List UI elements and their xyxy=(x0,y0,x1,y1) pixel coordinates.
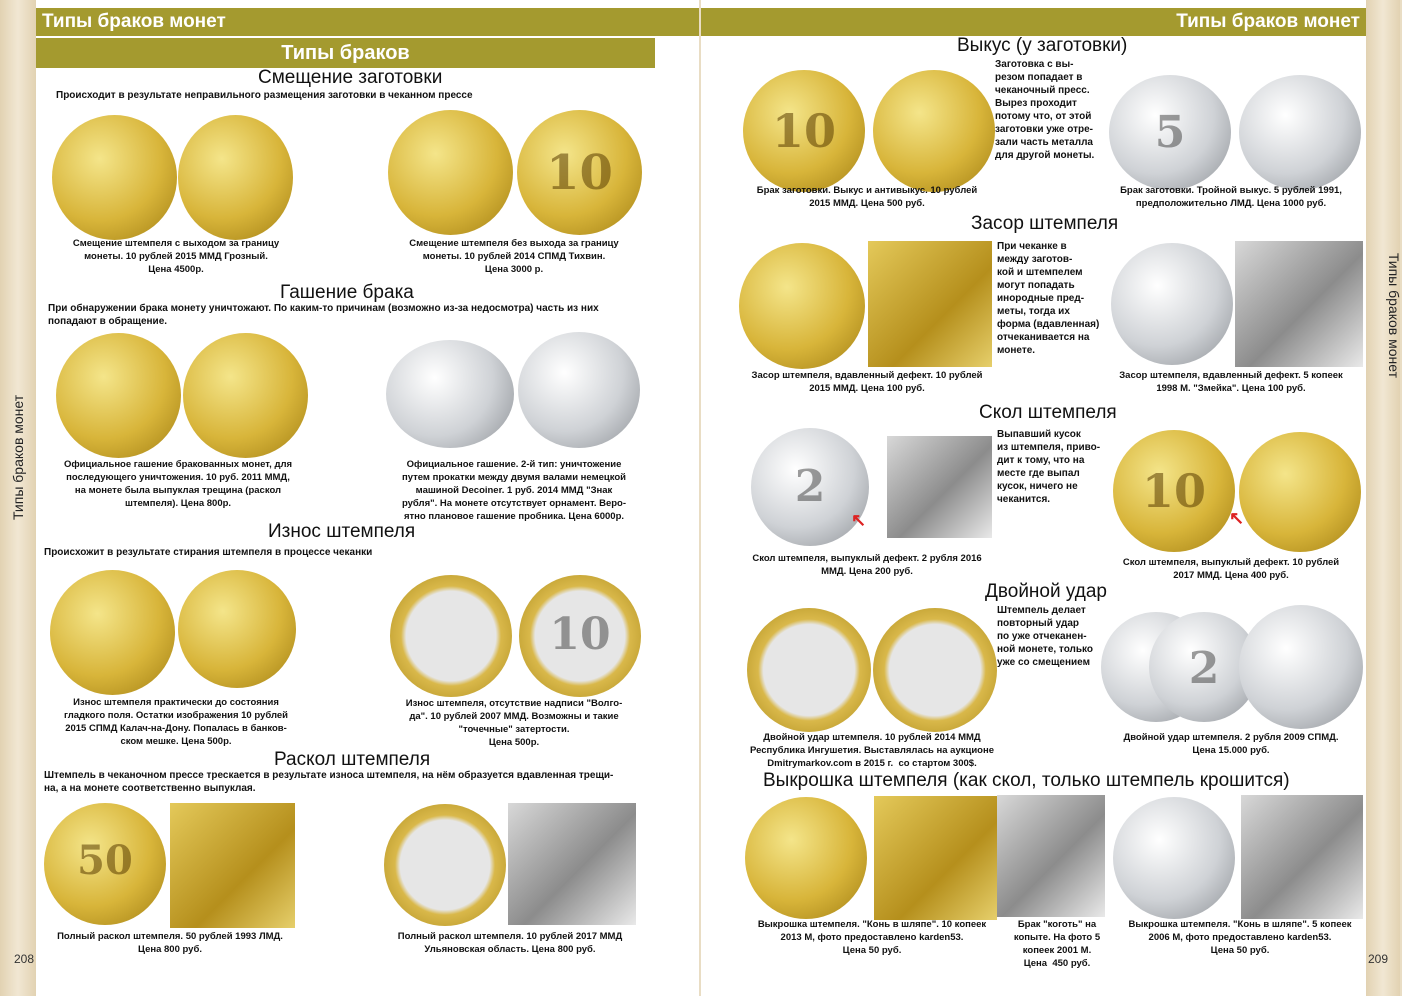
coin-clip-1a xyxy=(743,70,865,192)
photo-crumble-closeup-1 xyxy=(874,796,997,920)
section-desc-crack-1: Штемпель в чеканочном прессе трескается в результате износа штемпеля, на нём образуется вдавленная трещи- xyxy=(44,770,614,781)
caption-clog-1: Засор штемпеля, вдавленный дефект. 10 рублей 2015 ММД. Цена 100 руб. xyxy=(751,370,983,394)
caption-cancel-2: Официальное гашение. 2-й тип: уничтожение путем прокатки между двумя валами немецкой машиной Decoiner. 1 руб. 2014 ММД "Знак рубля". На монете отсутствует орнамент. Веро- ятно плановое гашение пробника. Цена 6000р. xyxy=(401,459,627,522)
left-vertical-title: Типы браков монет xyxy=(10,394,26,520)
coin-denomination: 2 xyxy=(1188,642,1220,694)
coin-shift-2a xyxy=(388,110,513,235)
coin-clip-2b xyxy=(1239,75,1361,190)
section-title-clog: Засор штемпеля xyxy=(971,213,1119,234)
coin-wear-2b xyxy=(519,575,641,697)
right-margin xyxy=(1366,0,1400,996)
coin-chip-2a xyxy=(1113,430,1235,552)
right-header: Типы браков монет xyxy=(701,8,1366,36)
side-text-double: Штемпель делает повторный удар по уже отчеканен- ной монете, только уже со смещением xyxy=(997,605,1094,668)
photo-crack-closeup-2 xyxy=(508,803,636,925)
arrow-icon: ↖ xyxy=(851,510,867,530)
coin-denomination: 10 xyxy=(1141,464,1206,519)
coin-clog-2a xyxy=(1111,243,1233,365)
caption-clip-1: Брак заготовки. Выкус и антивыкус. 10 рублей 2015 ММД. Цена 500 руб. xyxy=(756,185,978,209)
coin-crack-1a xyxy=(44,803,166,925)
photo-clog-closeup-1 xyxy=(868,241,992,367)
caption-crumble-1: Выкрошка штемпеля. "Конь в шляпе". 10 копеек 2013 М, фото предоставлено karden53. Цена 50 руб. xyxy=(757,919,987,956)
section-band: Типы браков xyxy=(36,38,655,68)
coin-cancel-1b xyxy=(183,333,308,458)
coin-denomination: 10 xyxy=(549,609,611,661)
caption-crack-1: Полный раскол штемпеля. 50 рублей 1993 ЛМД. Цена 800 руб. xyxy=(57,931,283,955)
caption-wear-1: Износ штемпеля практически до состояния гладкого поля. Остатки изображения 10 рублей 2015 СПМД Калач-на-Дону. Попалась в банков- ском мешке. Цена 500р. xyxy=(63,697,288,747)
coin-shift-2b xyxy=(517,110,642,235)
photo-clog-closeup-2 xyxy=(1235,241,1363,367)
section-title-wear: Износ штемпеля xyxy=(268,521,416,542)
left-header: Типы браков монет xyxy=(36,8,699,36)
photo-crumble-closeup-2 xyxy=(1241,795,1363,919)
section-desc-crack-2: на, а на монете соответственно выпуклая. xyxy=(44,783,256,794)
section-title-cancel: Гашение брака xyxy=(280,282,414,303)
section-title-clip: Выкус (у заготовки) xyxy=(957,35,1128,56)
coin-cancel-2b xyxy=(518,332,640,448)
coin-denomination: 10 xyxy=(771,104,836,159)
caption-cancel-1: Официальное гашение бракованных монет, для последующего уничтожения. 10 руб. 2011 ММД, на монете была выпуклая трещина (раскол штемпеля). Цена 800р. xyxy=(63,459,293,509)
coin-clog-1a xyxy=(739,243,865,369)
section-desc-shift: Происходит в результате неправильного размещения заготовки в чеканном прессе xyxy=(56,90,473,101)
coin-cancel-2a xyxy=(386,340,514,448)
caption-double-2: Двойной удар штемпеля. 2 рубля 2009 СПМД. Цена 15.000 руб. xyxy=(1123,732,1339,756)
coin-shift-1b xyxy=(178,115,293,240)
caption-crumble-2: Выкрошка штемпеля. "Конь в шляпе". 5 копеек 2006 М, фото предоставлено karden53. Цена 50 руб. xyxy=(1128,919,1352,956)
caption-wear-2: Износ штемпеля, отсутствие надписи "Волго- да". 10 рублей 2007 ММД. Возможны и такие "точечные" затертости. Цена 500р. xyxy=(405,698,623,748)
side-text-chip: Выпавший кусок из штемпеля, приво- дит к тому, что на месте где выпал кусок, ничего не чеканится. xyxy=(997,429,1101,505)
section-desc-wear: Происхожит в результате стирания штемпеля в процессе чеканки xyxy=(44,547,373,558)
coin-clip-2a xyxy=(1109,75,1231,190)
photo-claw-closeup xyxy=(997,795,1105,917)
coin-shift-1a xyxy=(52,115,177,240)
coin-denomination: 50 xyxy=(77,837,133,885)
coin-clip-1b xyxy=(873,70,995,192)
coin-double-1b xyxy=(873,608,997,732)
caption-chip-2: Скол штемпеля, выпуклый дефект. 10 рублей 2017 ММД. Цена 400 руб. xyxy=(1122,557,1340,581)
coin-cancel-1a xyxy=(56,333,181,458)
section-desc-cancel-1: При обнаружении брака монету уничтожают. По каким-то причинам (возможно из-за недосмотра) часть из них xyxy=(48,303,599,314)
caption-shift-2: Смещение штемпеля без выхода за границу монеты. 10 рублей 2014 СПМД Тихвин. Цена 3000 р. xyxy=(409,238,619,275)
left-page xyxy=(0,0,699,996)
coin-double-2c xyxy=(1239,605,1363,729)
coin-crumble-1a xyxy=(745,797,867,919)
side-text-clip: Заготовка с вы- резом попадает в чеканочный пресс. Вырез проходит потому что, от этой заготовки уже отре- зали часть металла для другой монеты. xyxy=(995,59,1095,161)
caption-shift-1: Смещение штемпеля с выходом за границу монеты. 10 рублей 2015 ММД Грозный. Цена 4500р. xyxy=(72,238,280,275)
caption-crack-2: Полный раскол штемпеля. 10 рублей 2017 ММД Ульяновская область. Цена 800 руб. xyxy=(397,931,623,955)
caption-double-1: Двойной удар штемпеля. 10 рублей 2014 ММД Республика Ингушетия. Выставлялась на аукционе Dmitrymarkov.com в 2015 г. со стартом 300$. xyxy=(750,732,994,769)
side-text-clog: При чеканке в между заготов- кой и штемпелем могут попадать инородные пред- меты, тогда их форма (вдавленная) отчеканивается на монете. xyxy=(997,241,1100,356)
coin-chip-2b xyxy=(1239,432,1361,552)
coin-denomination: 5 xyxy=(1154,107,1186,159)
coin-wear-1b xyxy=(178,570,296,688)
coin-crumble-2a xyxy=(1113,797,1235,919)
caption-chip-1: Скол штемпеля, выпуклый дефект. 2 рубля 2016 ММД. Цена 200 руб. xyxy=(752,553,982,577)
coin-denomination: 10 xyxy=(546,145,613,201)
caption-clip-2: Брак заготовки. Тройной выкус. 5 рублей 1991, предположительно ЛМД. Цена 1000 руб. xyxy=(1120,185,1342,209)
photo-chip-closeup-1 xyxy=(887,436,992,538)
right-page xyxy=(701,0,1400,996)
caption-clog-2: Засор штемпеля, вдавленный дефект. 5 копеек 1998 М. "Змейка". Цена 100 руб. xyxy=(1119,370,1343,394)
coin-wear-1a xyxy=(50,570,175,695)
section-title-double: Двойной удар xyxy=(985,581,1107,602)
arrow-icon: ↖ xyxy=(1229,508,1245,528)
page-number-right: 209 xyxy=(1367,952,1388,966)
section-desc-cancel-2: попадают в обращение. xyxy=(48,316,168,327)
coin-crack-2a xyxy=(384,804,506,926)
page-number-left: 208 xyxy=(14,952,35,966)
right-vertical-title: Типы браков монет xyxy=(1386,252,1402,378)
coin-double-1a xyxy=(747,608,871,732)
coin-wear-2a xyxy=(390,575,512,697)
coin-denomination: 2 xyxy=(794,461,826,513)
section-title-chip: Скол штемпеля xyxy=(979,402,1117,423)
section-title-crack: Раскол штемпеля xyxy=(274,749,431,770)
caption-claw: Брак "коготь" на копыте. На фото 5 копеек 2001 М. Цена 450 руб. xyxy=(1013,919,1101,969)
photo-crack-closeup-1 xyxy=(170,803,295,928)
section-title-crumble: Выкрошка штемпеля (как скол, только штемпель крошится) xyxy=(763,770,1290,791)
section-title-shift: Смещение заготовки xyxy=(258,67,443,88)
